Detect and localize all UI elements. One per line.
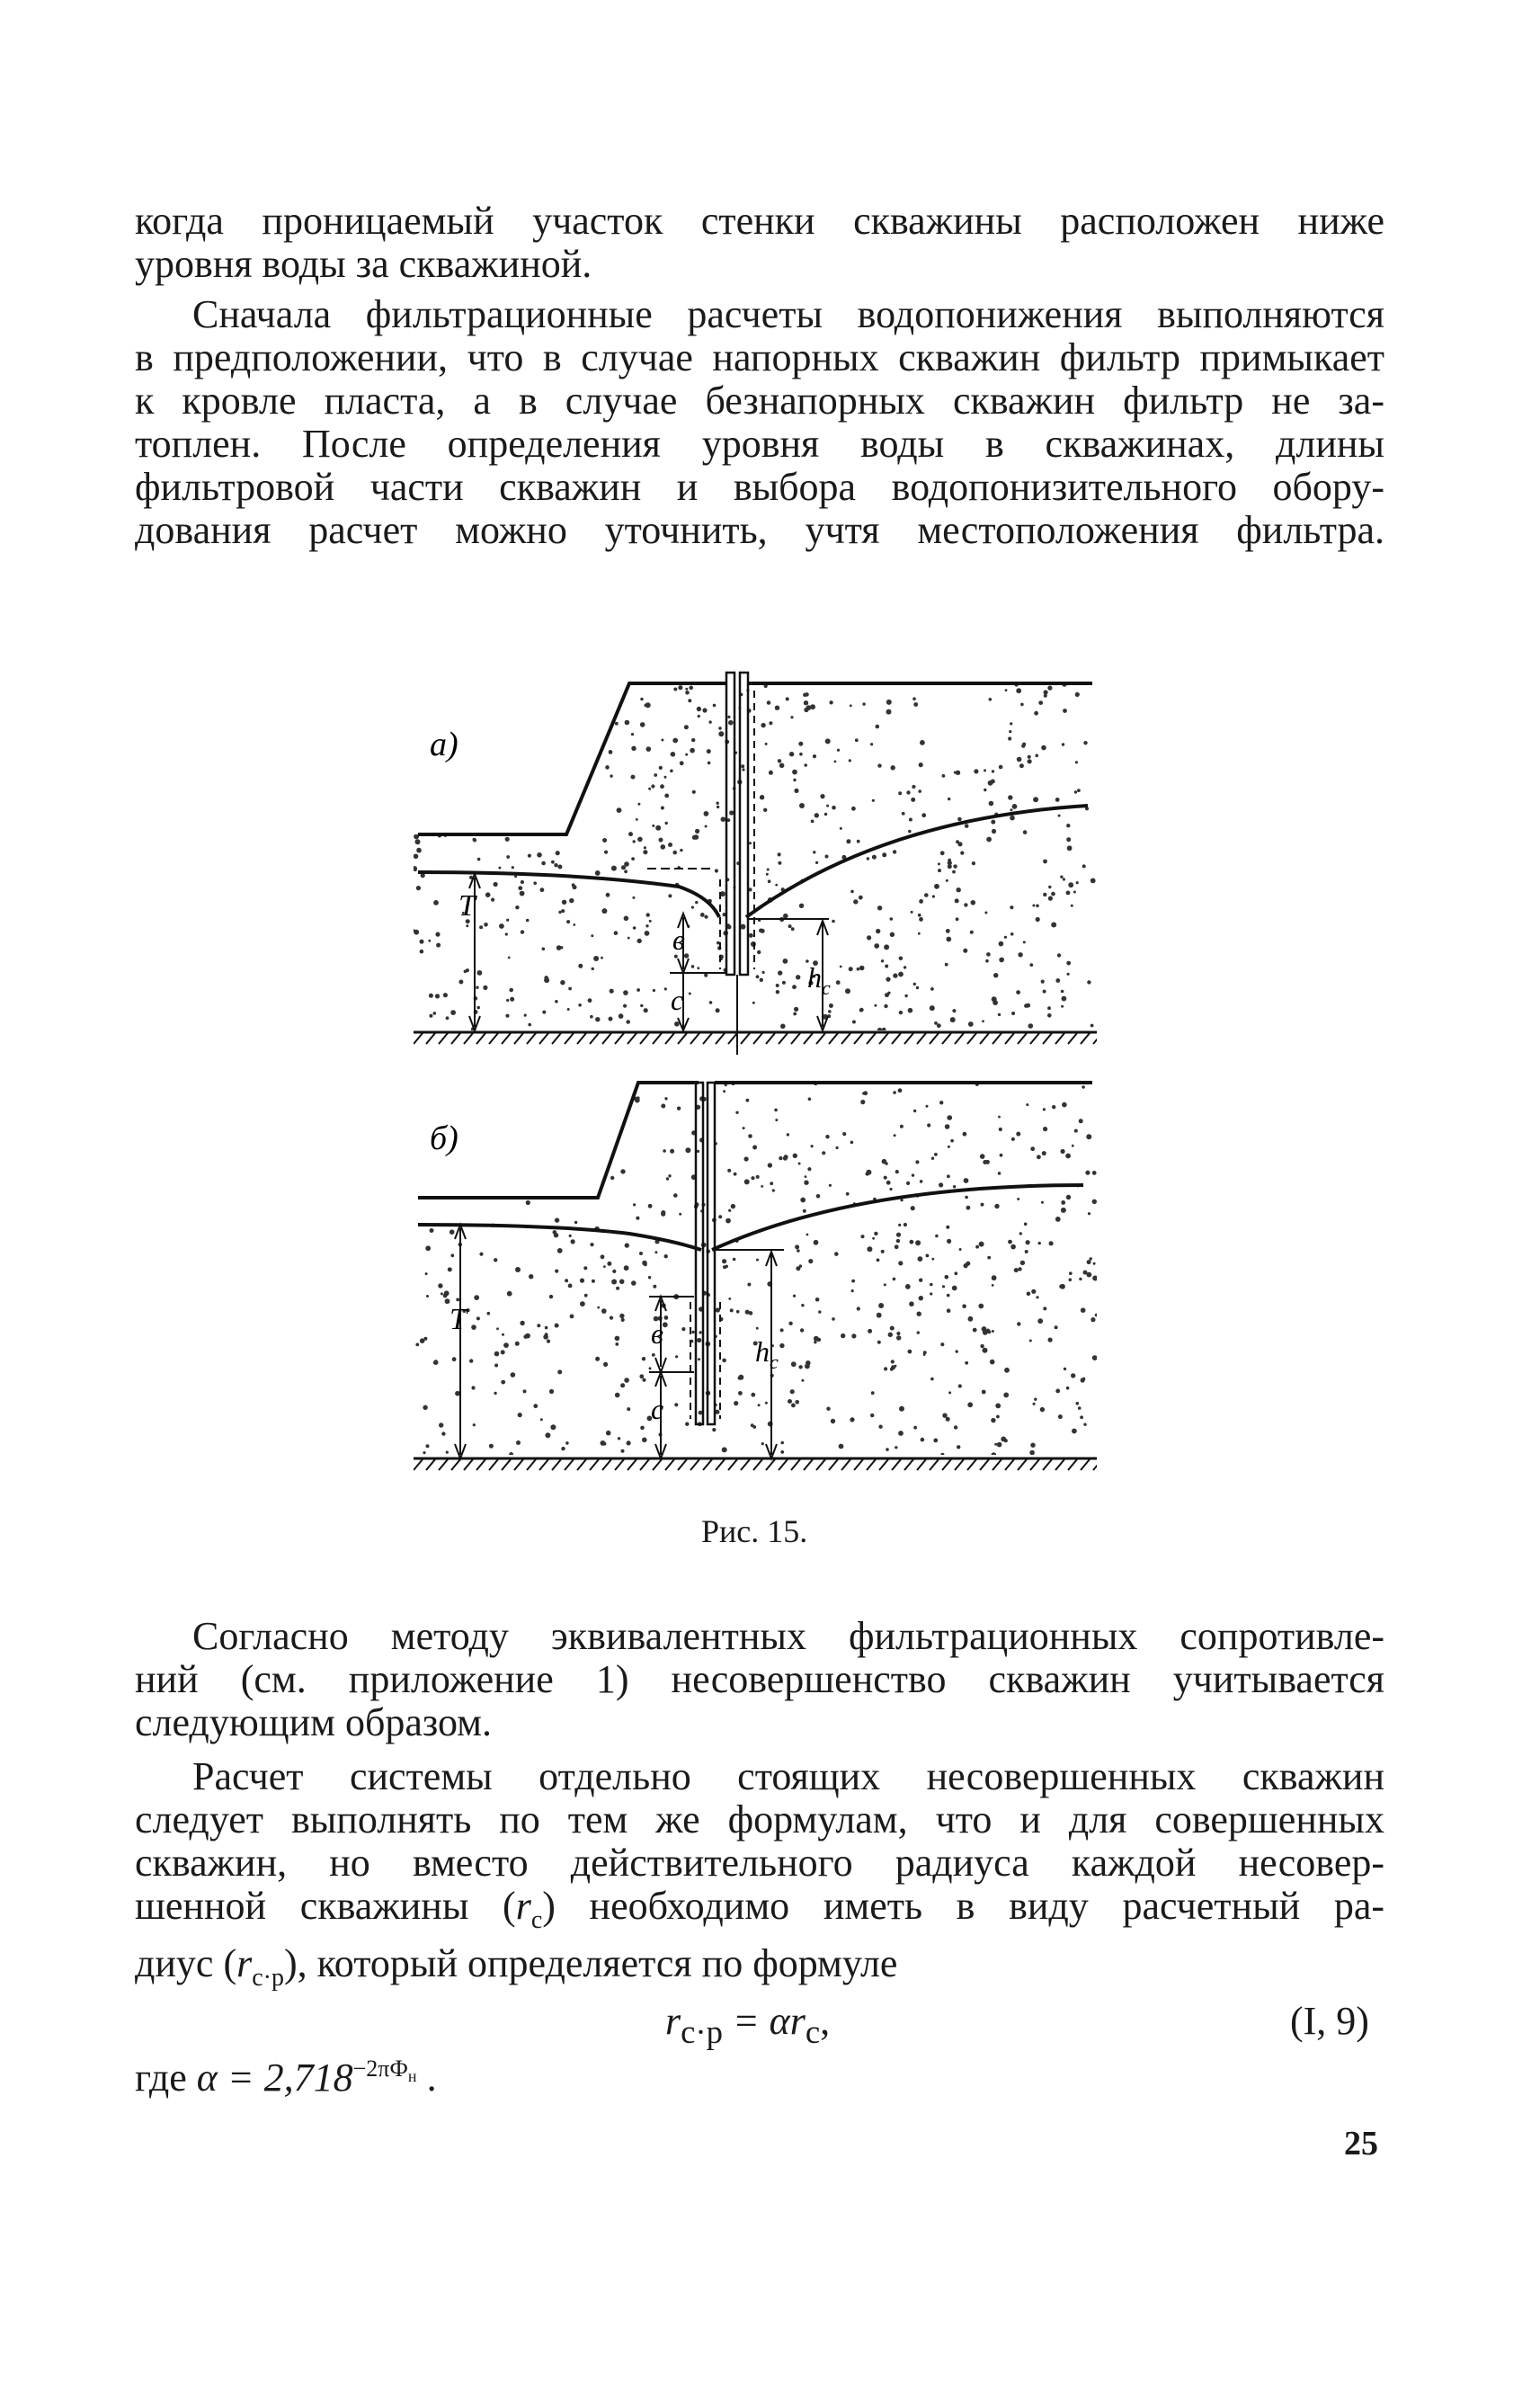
paragraph-2 bbox=[135, 293, 1384, 552]
panel-b-b-label: в bbox=[651, 1317, 663, 1350]
paragraph-2-line-5: фильтровой части скважин и выбора водопонизительного обору- bbox=[135, 465, 1384, 509]
panel-a-c-label: с bbox=[671, 984, 684, 1016]
paragraph-3-line-3: следующим образом. bbox=[135, 1700, 493, 1744]
paragraph-2-line-3: к кровле пласта, а в случае безнапорных скважин фильтр не за- bbox=[135, 379, 1384, 423]
panel-a-well-pipe-right bbox=[740, 673, 748, 975]
panel-a-T-label: T bbox=[458, 889, 476, 923]
panel-b-c-label: с bbox=[651, 1393, 664, 1425]
formula-tail: , bbox=[820, 1999, 831, 2043]
panel-b bbox=[414, 1081, 1097, 1470]
panel-b-aquitard-hatching bbox=[414, 1459, 1097, 1470]
panel-a-hc-label: $h_c$ bbox=[807, 961, 831, 999]
where-expr: α = 2,718 bbox=[196, 2056, 353, 2100]
panel-b-well-pipe-left bbox=[696, 1083, 703, 1424]
paragraph-4-line-5: диус $(r_{с\cdot р})$, который определяется по формуле bbox=[135, 1940, 898, 1992]
panel-a bbox=[414, 673, 1097, 1055]
where-tail: . bbox=[416, 2056, 437, 2100]
paragraph-4-line-2: следует выполнять по тем же формулам, что и для совершенных bbox=[135, 1797, 1384, 1842]
paragraph-1-line-1: когда проницаемый участок стенки скважины расположен ниже bbox=[135, 199, 1384, 243]
where-exponent: −2πФн bbox=[352, 2056, 417, 2086]
where-clause bbox=[135, 2055, 437, 2100]
paragraph-3-line-1: Согласно методу эквивалентных фильтрационных сопротивле- bbox=[192, 1614, 1384, 1658]
equation-number: (I, 9) bbox=[1290, 1999, 1369, 2043]
panel-b-label: б) bbox=[430, 1119, 458, 1157]
panel-b-well-pipe-right bbox=[708, 1083, 715, 1424]
formula-rhs: = αr bbox=[732, 1999, 806, 2043]
where-prefix: где bbox=[135, 2056, 187, 2100]
paragraph-2-line-6: дования расчет можно уточнить, учтя местоположения фильтра. bbox=[135, 508, 1384, 552]
panel-a-label: а) bbox=[430, 726, 458, 763]
formula-rhs-sub: с bbox=[805, 2012, 821, 2050]
formula-i-9 bbox=[665, 1998, 830, 2051]
page-number: 25 bbox=[1344, 2125, 1378, 2163]
formula-lhs-sub: с·р bbox=[681, 2012, 723, 2050]
paragraph-4-line-1: Расчет системы отдельно стоящих несовершенных скважин bbox=[192, 1754, 1384, 1798]
paragraph-2-line-1: Сначала фильтрационные расчеты водопонижения выполняются bbox=[192, 292, 1384, 336]
figure-15 bbox=[414, 610, 1097, 1509]
paragraph-4-line-3: скважин, но вместо действительного радиуса каждой несовер- bbox=[135, 1841, 1384, 1885]
paragraph-4-line-4: шенной скважины $(r_с)$ необходимо иметь в виду расчетный ра- bbox=[135, 1884, 1385, 1934]
paragraph-2-line-2: в предположении, что в случае напорных скважин фильтр примыкает bbox=[135, 335, 1384, 379]
paragraph-3-line-2: ний (см. приложение 1) несовершенство скважин учитывается bbox=[135, 1657, 1384, 1701]
paragraph-4 bbox=[135, 1755, 1384, 2000]
panel-a-b-label: в bbox=[672, 923, 685, 956]
figure-diagram bbox=[414, 610, 1097, 1509]
formula-lhs: r bbox=[665, 1999, 681, 2043]
paragraph-1 bbox=[135, 200, 1384, 286]
figure-caption: Рис. 15. bbox=[701, 1513, 808, 1549]
panel-b-ground-surface-left bbox=[418, 1083, 699, 1198]
paragraph-1-line-2: уровня воды за скважиной. bbox=[135, 242, 592, 286]
panel-b-hc-label: $h_c$ bbox=[755, 1335, 779, 1373]
panel-b-soil-dots bbox=[414, 1081, 1097, 1458]
panel-a-ground-surface-left bbox=[418, 683, 727, 834]
paragraph-2-line-4: топлен. После определения уровня воды в скважинах, длины bbox=[135, 422, 1384, 466]
panel-a-aquitard-hatching bbox=[414, 1033, 1097, 1044]
panel-a-well-pipe-left bbox=[726, 673, 734, 975]
panel-a-depression-curve-right bbox=[746, 806, 1088, 917]
panel-b-T-label: T bbox=[450, 1303, 467, 1336]
paragraph-3 bbox=[135, 1615, 1384, 1744]
